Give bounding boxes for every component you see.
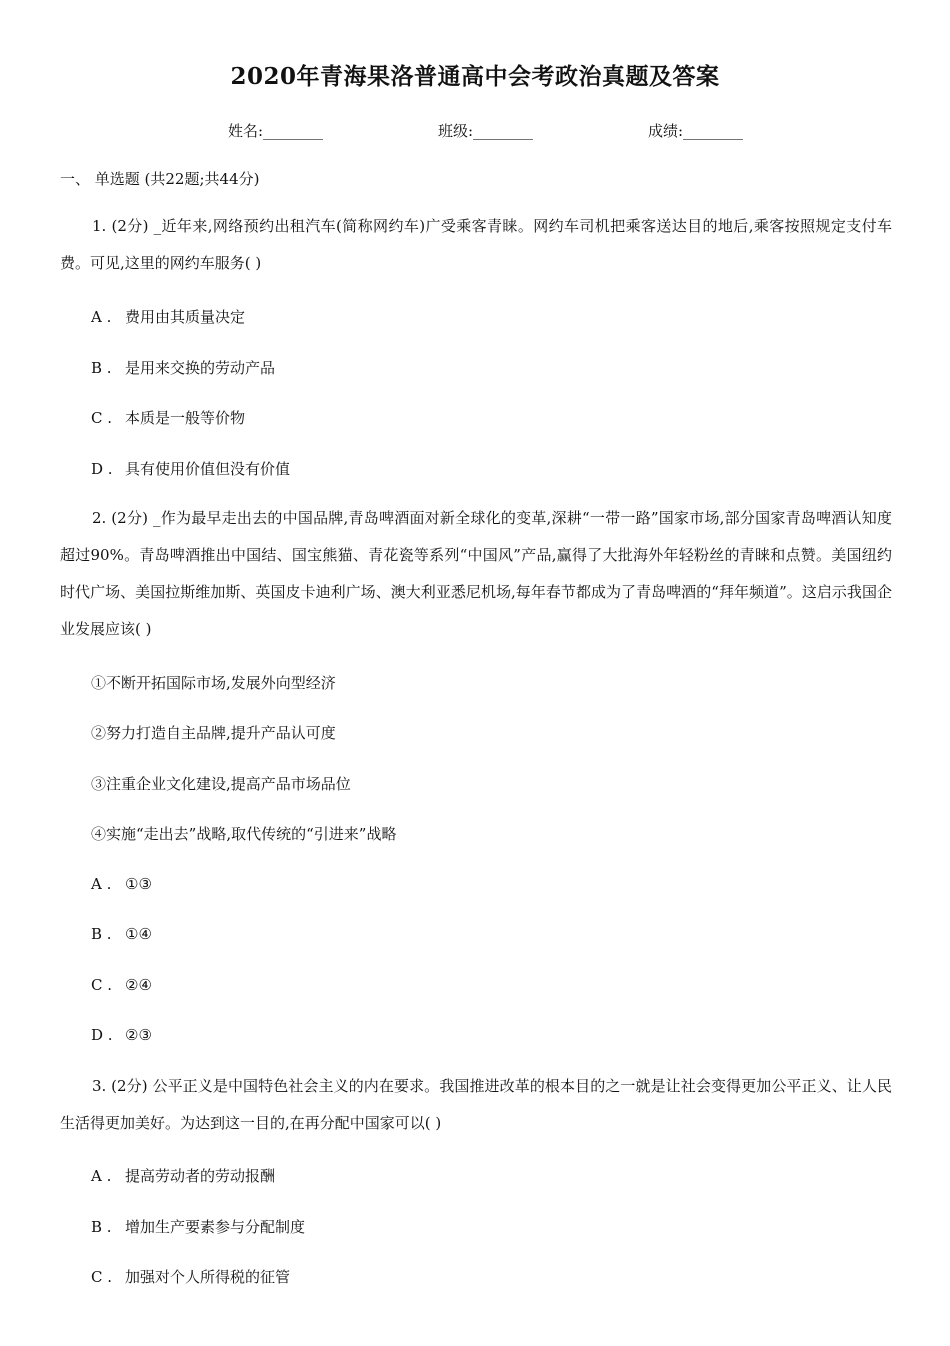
- q3-option-c: [91, 1266, 290, 1287]
- option-text: 具有使用价值但没有价值: [125, 460, 291, 478]
- option-letter: A .: [91, 875, 112, 893]
- q3-option-a: [91, 1165, 275, 1186]
- q1-option-b: [91, 357, 275, 378]
- option-text: 加强对个人所得税的征管: [125, 1268, 291, 1286]
- q2-statement-2: ②努力打造自主品牌,提升产品认可度: [91, 724, 336, 742]
- class-field: 班级:________: [438, 122, 534, 140]
- name-field: 姓名:________: [228, 122, 324, 140]
- q2-statement-4: ④实施“走出去”战略,取代传统的“引进来”战略: [91, 825, 397, 843]
- option-text: ②④: [125, 976, 152, 994]
- option-text: 是用来交换的劳动产品: [125, 359, 276, 377]
- q2-option-b: [91, 925, 152, 943]
- option-letter: C .: [91, 976, 113, 994]
- option-letter: A .: [91, 308, 112, 326]
- q2-option-a: [91, 875, 152, 893]
- q2-statement-3: ③注重企业文化建设,提高产品市场品位: [91, 775, 351, 793]
- question-3-stem: 3. (2分) 公平正义是中国特色社会主义的内在要求。我国推进改革的根本目的之一就是让社会变得更加公平正义、让人民生活得更加美好。为达到这一目的,在再分配中国家可以( ): [60, 1077, 892, 1132]
- option-text: ②③: [125, 1026, 152, 1044]
- q2-option-c: [91, 976, 152, 994]
- score-field: 成绩:________: [648, 122, 744, 140]
- q2-option-d: [91, 1026, 152, 1044]
- option-text: 费用由其质量决定: [125, 308, 246, 326]
- option-letter: C .: [91, 409, 113, 427]
- option-letter: A .: [91, 1167, 112, 1185]
- question-2-stem: 2. (2分) _作为最早走出去的中国品牌,青岛啤酒面对新全球化的变革,深耕“一带一路”国家市场,部分国家青岛啤酒认知度超过90%。青岛啤酒推出中国结、国宝熊猫、青花瓷等系列“中国风”产品,赢得了大批海外年轻粉丝的青睐和点赞。美国纽约时代广场、美国拉斯维加斯、英国皮卡迪利广场、澳大利亚悉尼机场,每年春节都成为了青岛啤酒的“拜年频道”。这启示我国企业发展应该( ): [60, 509, 892, 638]
- page-title: 2020年青海果洛普通高中会考政治真题及答案: [230, 63, 720, 90]
- option-letter: B .: [91, 925, 112, 943]
- q1-option-d: [91, 458, 290, 479]
- option-text: 提高劳动者的劳动报酬: [125, 1167, 276, 1185]
- option-text: 增加生产要素参与分配制度: [125, 1218, 306, 1236]
- question-1-stem: 1. (2分) _近年来,网络预约出租汽车(简称网约车)广受乘客青睐。网约车司机把乘客送达目的地后,乘客按照规定支付车费。可见,这里的网约车服务( ): [60, 217, 892, 272]
- q2-statement-1: ①不断开拓国际市场,发展外向型经济: [91, 674, 336, 692]
- option-letter: D .: [91, 460, 113, 478]
- option-text: ①④: [125, 925, 152, 943]
- option-letter: B .: [91, 1218, 112, 1236]
- q1-option-c: [91, 407, 245, 428]
- section-heading: 一、 单选题 (共22题;共44分): [60, 170, 260, 188]
- option-text: 本质是一般等价物: [125, 409, 246, 427]
- q3-option-b: [91, 1216, 305, 1237]
- option-letter: B .: [91, 359, 112, 377]
- option-letter: D .: [91, 1026, 113, 1044]
- option-text: ①③: [125, 875, 152, 893]
- q1-option-a: [91, 306, 245, 327]
- option-letter: C .: [91, 1268, 113, 1286]
